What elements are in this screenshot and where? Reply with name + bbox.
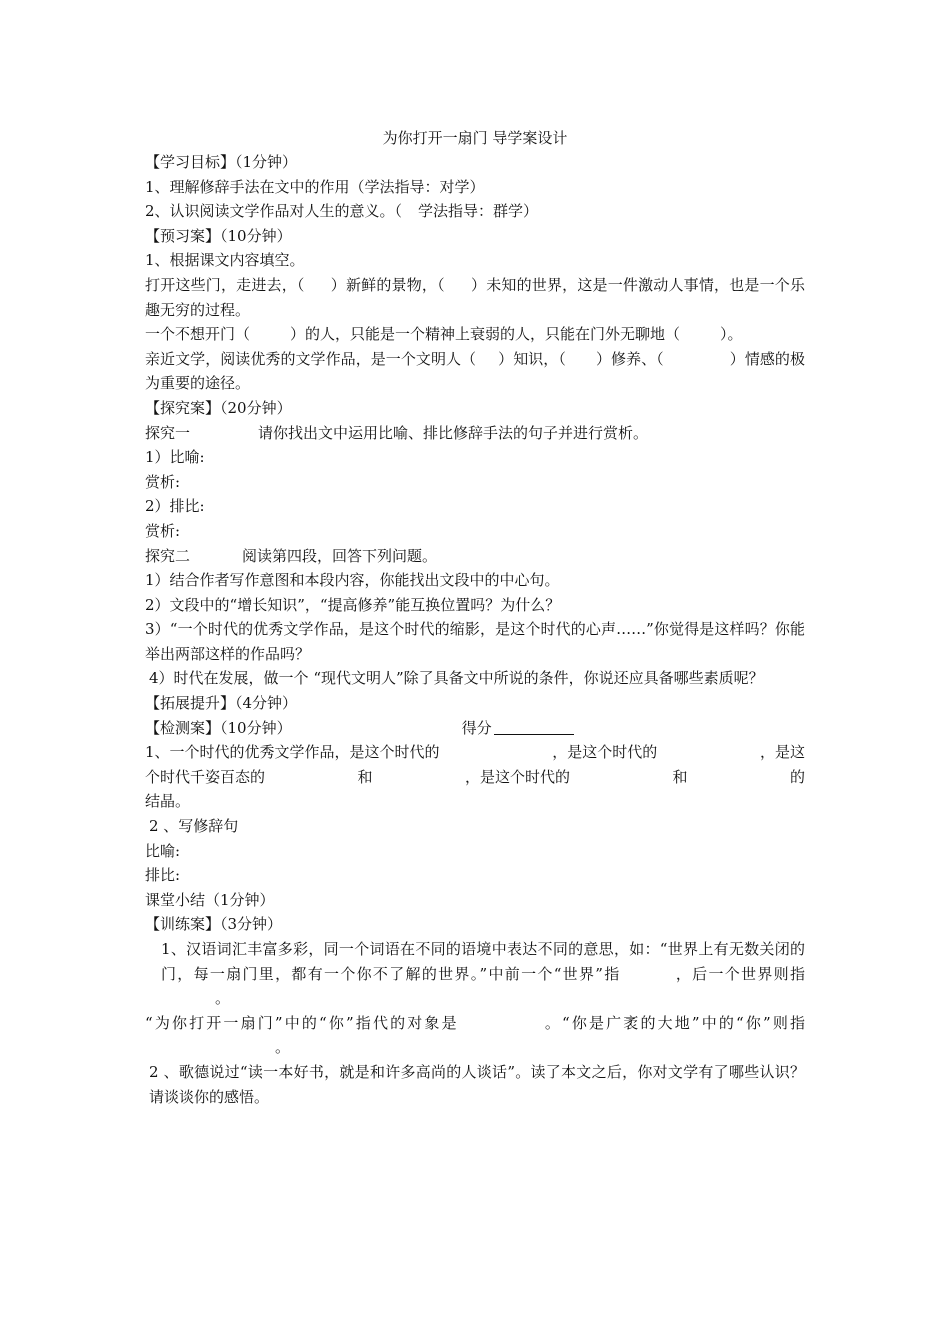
train-2-text-a: “为你打开一扇门”中的“你”指代的对象是 bbox=[145, 1013, 459, 1032]
fill-b-text-1: 一个不想开门（ bbox=[145, 325, 251, 344]
explore-2-label: 探究二 bbox=[145, 546, 191, 565]
fill-a-text-2: ）新鲜的景物，（ bbox=[330, 275, 445, 294]
preview-header: 【预习案】（10分钟） bbox=[145, 226, 292, 245]
fill-b-text-2: ）的人，只能是一个精神上衰弱的人，只能在门外无聊地（ bbox=[290, 325, 681, 344]
test-1-text-c: ，是这 bbox=[759, 743, 805, 762]
test-1-text-d: 个时代千姿百态的 bbox=[145, 767, 266, 786]
test-item-1-line-1 bbox=[145, 740, 805, 765]
metaphor-label: 1）比喻: bbox=[145, 448, 205, 467]
test-1-text-f: ，是这个时代的 bbox=[464, 767, 570, 786]
fill-c-text-4: ）情感的极为重要的途径。 bbox=[145, 349, 805, 393]
preview-item-1: 1、根据课文内容填空。 bbox=[145, 251, 305, 270]
test-header: 【检测案】（10分钟） bbox=[145, 718, 292, 737]
goal-item-2-text-b: 学法指导：群学） bbox=[418, 202, 539, 221]
parallel-label: 2）排比: bbox=[145, 497, 205, 516]
metaphor-label-2: 比喻: bbox=[145, 841, 181, 860]
score-blank[interactable] bbox=[494, 719, 574, 735]
question-3: 3）“一个时代的优秀文学作品，是这个时代的缩影，是这个时代的心声……”你觉得是这样吗？你能举出两部这样的作品吗？ bbox=[145, 620, 805, 663]
question-2: 2）文段中的“增长知识”，“提高修养”能互换位置吗？为什么？ bbox=[145, 595, 561, 614]
train-item-1 bbox=[145, 937, 805, 1011]
appreciate-label-2: 赏析: bbox=[145, 521, 181, 540]
train-2-text-b: 。“你是广袤的大地”中的“你”则指 bbox=[542, 1013, 805, 1032]
goal-item-2-text-a: 2、认识阅读文学作品对人生的意义。（ bbox=[145, 202, 403, 221]
train-1-text-b: ，后一个世界则指 bbox=[674, 964, 805, 983]
goal-item-1: 1、理解修辞手法在文中的作用（学法指导：对学） bbox=[145, 177, 485, 196]
test-item-2: 2 、写修辞句 bbox=[149, 817, 239, 836]
extend-header: 【拓展提升】（4分钟） bbox=[145, 694, 298, 713]
explore-header: 【探究案】（20分钟） bbox=[145, 398, 292, 417]
fill-c-text-2: ）知识，（ bbox=[498, 349, 566, 368]
train-1-text-a: 1、汉语词汇丰富多彩，同一个词语在不同的语境中表达不同的意思，如：“世界上有无数关闭的门，每一扇门里，都有一个你不了解的世界。”中前一个“世界”指 bbox=[161, 940, 805, 983]
parallel-label-2: 排比: bbox=[145, 866, 181, 885]
fill-c-text-1: 亲近文学，阅读优秀的文学作品，是一个文明人（ bbox=[145, 349, 477, 368]
question-4: 4）时代在发展，做一个 “现代文明人”除了具备文中所说的条件，你说还应具备哪些素质呢？ bbox=[149, 669, 764, 688]
fill-c-text-3: ）修养、（ bbox=[595, 349, 664, 368]
train-item-3: 2 、歌德说过“读一本好书，就是和许多高尚的人谈话”。读了本文之后，你对文学有了哪些认识？请谈谈你的感悟。 bbox=[149, 1062, 805, 1106]
goal-item-2 bbox=[145, 199, 805, 224]
train-2-text-c: 。 bbox=[275, 1038, 291, 1057]
explore-1 bbox=[145, 421, 805, 446]
explore-1-text: 请你找出文中运用比喻、排比修辞手法的句子并进行赏析。 bbox=[258, 423, 649, 442]
fill-a-text-3: ）未知的世界，这是一件激动人事情，也是一个乐趣无穷的过程。 bbox=[145, 275, 805, 319]
test-item-1-line-3: 结晶。 bbox=[145, 792, 191, 811]
score-label: 得分 bbox=[461, 718, 492, 737]
test-1-text-b: ，是这个时代的 bbox=[552, 743, 658, 762]
test-1-text-g: 和 bbox=[672, 767, 688, 786]
explore-2 bbox=[145, 544, 805, 569]
train-header: 【训练案】（3分钟） bbox=[145, 915, 283, 934]
goal-header: 【学习目标】（1分钟） bbox=[145, 153, 298, 171]
fill-a-text-1: 打开这些门，走进去，（ bbox=[145, 275, 305, 294]
document-content bbox=[145, 126, 805, 1109]
summary-label: 课堂小结（1分钟） bbox=[145, 890, 275, 909]
test-header-row bbox=[145, 716, 805, 741]
train-1-text-c: 。 bbox=[215, 989, 231, 1008]
train-item-2 bbox=[145, 1011, 805, 1060]
test-1-text-e: 和 bbox=[357, 767, 373, 786]
page-title: 为你打开一扇门 导学案设计 bbox=[382, 129, 568, 147]
appreciate-label-1: 赏析: bbox=[145, 472, 181, 491]
explore-1-label: 探究一 bbox=[145, 423, 191, 442]
explore-2-text: 阅读第四段，回答下列问题。 bbox=[242, 546, 438, 565]
test-item-1-line-2 bbox=[145, 765, 805, 790]
test-1-text-a: 1、一个时代的优秀文学作品，是这个时代的 bbox=[145, 743, 440, 762]
test-1-text-h: 的 bbox=[789, 767, 805, 786]
fill-paragraph-c bbox=[145, 347, 805, 396]
question-1: 1）结合作者写作意图和本段内容，你能找出文段中的中心句。 bbox=[145, 571, 560, 590]
fill-b-text-3: ）。 bbox=[720, 325, 743, 344]
fill-paragraph-b bbox=[145, 322, 805, 347]
fill-paragraph-a bbox=[145, 273, 805, 322]
